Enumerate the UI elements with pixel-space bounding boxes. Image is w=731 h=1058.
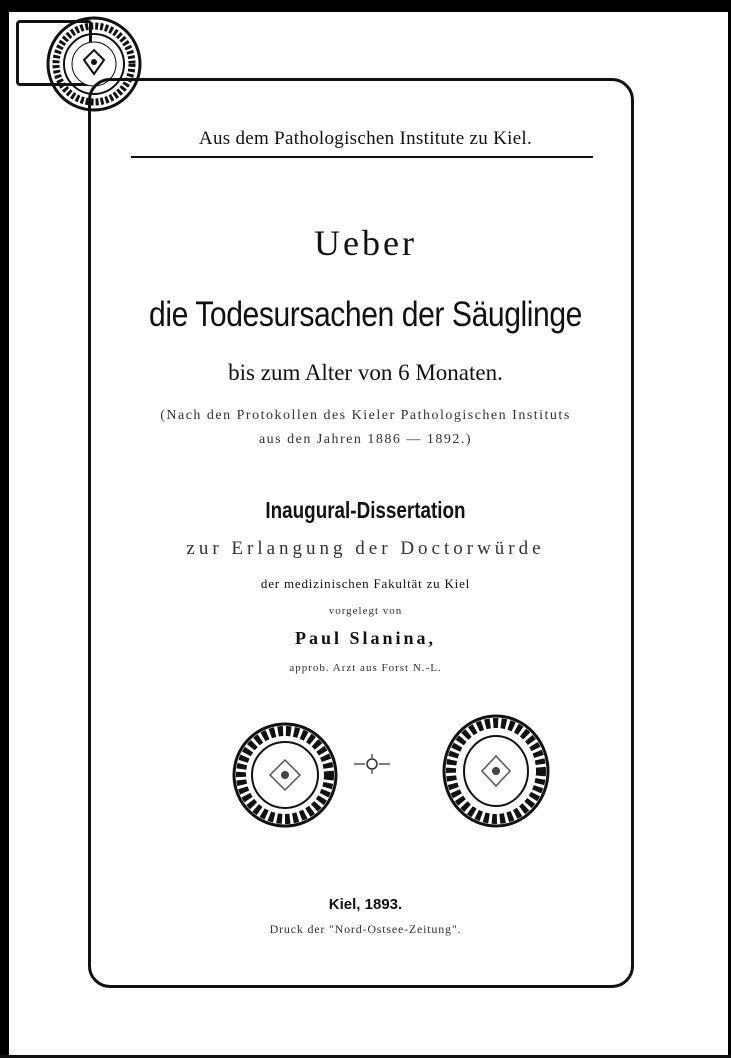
main-title: die Todesursachen der Säuglinge bbox=[149, 295, 582, 334]
dissertation-purpose: zur Erlangung der Doctorwürde bbox=[186, 538, 545, 559]
author-name: Paul Slanina, bbox=[294, 628, 437, 648]
imprint-place-year: Kiel, 1893. bbox=[328, 896, 403, 913]
author-title: approb. Arzt aus Forst N.-L. bbox=[289, 662, 442, 674]
title-page-border bbox=[88, 78, 634, 988]
library-stamp-right bbox=[440, 712, 552, 830]
imprint-printer: Druck der "Nord-Ostsee-Zeitung". bbox=[269, 922, 462, 936]
academy-stamp-left bbox=[230, 720, 340, 830]
title-ueber: Ueber bbox=[314, 223, 417, 263]
note-line-2: aus den Jahren 1886 — 1892.) bbox=[258, 432, 473, 447]
note-line-1: (Nach den Protokollen des Kieler Pathologischen Instituts bbox=[160, 408, 571, 423]
dissertation-type: Inaugural-Dissertation bbox=[265, 497, 466, 523]
ornament-icon bbox=[352, 752, 392, 776]
header-rule bbox=[131, 156, 593, 158]
institute-line: Aus dem Pathologischen Institute zu Kiel. bbox=[198, 128, 533, 149]
scan-edge-top bbox=[0, 0, 731, 12]
faculty-line: der medizinischen Fakultät zu Kiel bbox=[260, 576, 471, 591]
presented-by: vorgelegt von bbox=[328, 605, 403, 617]
subtitle-age: bis zum Alter von 6 Monaten. bbox=[228, 360, 503, 385]
